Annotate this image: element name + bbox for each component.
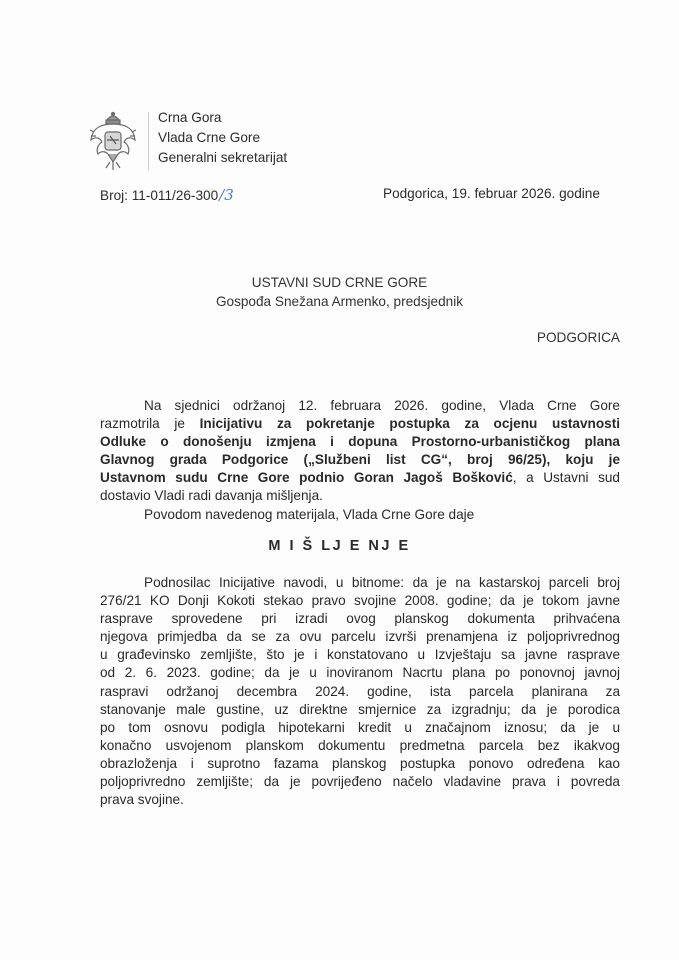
intro-line: Odluke o donošenju izmjena i dopuna Prostorno-urbanističkog plana xyxy=(100,434,620,450)
body-line: prava svojine. xyxy=(100,792,184,808)
body-line: konačno usvojenom planskom dokumentu predmetna parcela bez ikakvog xyxy=(100,737,620,753)
recipient-institution: USTAVNI SUD CRNE GORE xyxy=(251,275,428,290)
org-government: Vlada Crne Gore xyxy=(158,130,261,145)
reference-number-text: Broj: 11-011/26-300 xyxy=(100,188,219,203)
body-line: u građevinsko zemljište, što je i konstatovano u Izvještaju sa javne rasprave xyxy=(100,647,620,663)
document-date: Podgorica, 19. februar 2026. godine xyxy=(383,186,600,201)
org-country: Crna Gora xyxy=(158,110,222,125)
body-line: od 2. 6. 2023. godine; da je u inoviranom Nacrtu plana po ponovnoj javnoj xyxy=(100,665,620,681)
intro-line: Ustavnom sudu Crne Gore podnio Goran Jagoš Bošković, a Ustavni sud xyxy=(100,470,620,486)
reference-number xyxy=(100,186,234,204)
body-line: Podnosilac Inicijative navodi, u bitnome: da je na kastarskoj parceli broj xyxy=(144,575,620,590)
body-line: po tom osnovu podigla hipotekarni kredit u značajnom iznosu; da je u xyxy=(100,719,620,735)
org-department: Generalni sekretarijat xyxy=(158,150,288,165)
coat-of-arms-icon xyxy=(88,110,138,172)
intro-line: Na sjednici održanoj 12. februara 2026. godine, Vlada Crne Gore xyxy=(144,398,620,413)
recipient-person: Gospođa Snežana Armenko, predsjednik xyxy=(215,294,464,309)
intro-line: dostavio Vladi radi davanja mišljenja. xyxy=(100,488,323,504)
lead-in: Povodom navedenog materijala, Vlada Crne Gore daje xyxy=(144,506,475,522)
recipient-city: PODGORICA xyxy=(536,330,620,345)
intro-line: Glavnog grada Podgorice („Službeni list CG“, broj 96/25), koju je xyxy=(100,452,620,468)
body-line: raspravi održanoj decembra 2024. godine, ista parcela planirana za xyxy=(100,683,620,699)
header-divider xyxy=(148,112,149,170)
intro-paragraph xyxy=(100,397,620,524)
body-paragraph xyxy=(100,574,620,809)
body-line: obrazloženja i suprotno fazama planskog postupka ponovo određena kao xyxy=(100,755,620,771)
body-line: njegova primjedba da se za ovu parcelu izvrši prenamjena iz poljoprivrednog xyxy=(100,629,620,645)
section-title: M I Š LJ E NJ E xyxy=(268,538,411,554)
body-line: poljoprivredno zemljište; da je povrijeđeno načelo vladavine prava i povreda xyxy=(100,774,620,790)
intro-line: razmotrila je Inicijativu za pokretanje postupka za ocjenu ustavnosti xyxy=(100,416,621,432)
issuing-organization xyxy=(158,108,287,168)
body-line: 276/21 KO Donji Kokoti stekao pravo svojine 2008. godine; da je tokom javne xyxy=(100,593,620,609)
body-line: rasprave sprovedene pri izradi ovog planskog dokumenta prihvaćena xyxy=(100,611,620,627)
handwritten-suffix: /3 xyxy=(219,186,234,204)
body-line: stanovanje male gustine, uz direktne smjernice za izgradnju; da je porodica xyxy=(100,701,620,717)
